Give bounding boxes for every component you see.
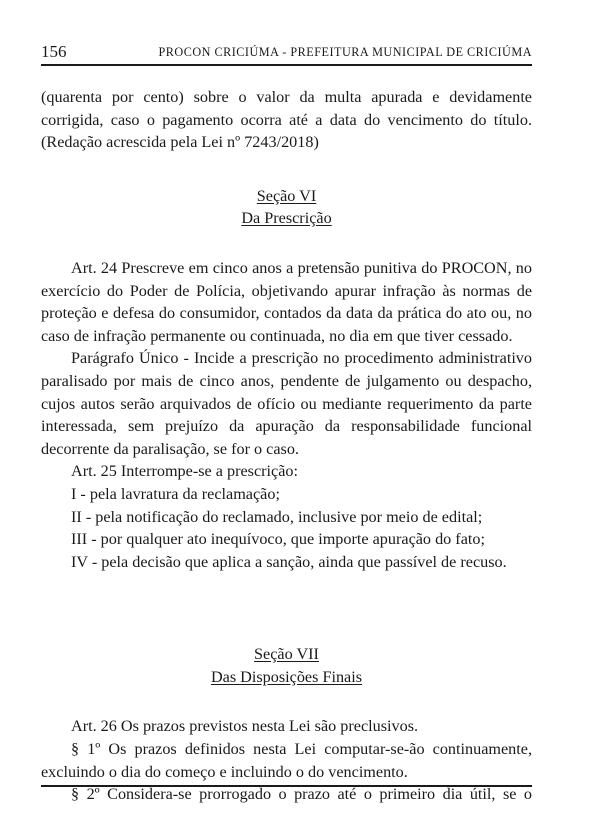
paragraph-1: § 1º Os prazos definidos nesta Lei computar-se-ão continuamente, excluindo o dia do começo e incluindo o do vencimento.	[41, 740, 532, 781]
body-text	[41, 86, 532, 806]
article-24: Art. 24 Prescreve em cinco anos a pretensão punitiva do PROCON, no exercício do Poder de Polícia, objetivando apurar infração às normas de proteção e defesa do consumidor, contados da data da prática do ato ou, no caso de infração permanente ou continuada, no dia em que tiver cessado.	[41, 258, 532, 345]
section-7-subtitle: Das Disposições Finais	[210, 667, 363, 686]
section-7-title: Seção VII	[254, 645, 319, 664]
page-number: 156	[41, 42, 67, 61]
list-item: III - por qualquer ato inequívoco, que importe apuração do fato;	[71, 530, 485, 549]
paragrafo-unico: Parágrafo Único - Incide a prescrição no procedimento administrativo paralisado por mais de cinco anos, pendente de julgamento ou despacho, cujos autos serão arquivados de ofício ou mediante requerimento da parte interessada, sem prejuízo da apuração da responsabilidade funcional decorrente da paralisação, se for o caso.	[41, 349, 532, 458]
paragraph-2: § 2º Considera-se prorrogado o prazo até o primeiro dia útil, se o	[71, 785, 532, 804]
running-head: PROCON CRICIÚMA - PREFEITURA MUNICIPAL DE CRICIÚMA	[158, 45, 532, 59]
page-header	[41, 42, 532, 66]
section-6-subtitle: Da Prescrição	[241, 209, 332, 228]
list-item: IV - pela decisão que aplica a sanção, ainda que passível de recuso.	[71, 552, 507, 571]
intro-paragraph: (quarenta por cento) sobre o valor da multa apurada e devidamente corrigida, caso o pagamento ocorra até a data do vencimento do título. (Redação acrescida pela Lei nº 7243/2018)	[41, 88, 532, 152]
list-item: I - pela lavratura da reclamação;	[71, 484, 280, 503]
section-6-title: Seção VI	[256, 186, 317, 205]
footer-rule	[41, 785, 532, 787]
article-25: Art. 25 Interrompe-se a prescrição:	[71, 462, 298, 481]
article-26: Art. 26 Os prazos previstos nesta Lei são preclusivos.	[71, 717, 419, 736]
document-page	[41, 0, 532, 827]
list-item: II - pela notificação do reclamado, inclusive por meio de edital;	[71, 507, 483, 526]
